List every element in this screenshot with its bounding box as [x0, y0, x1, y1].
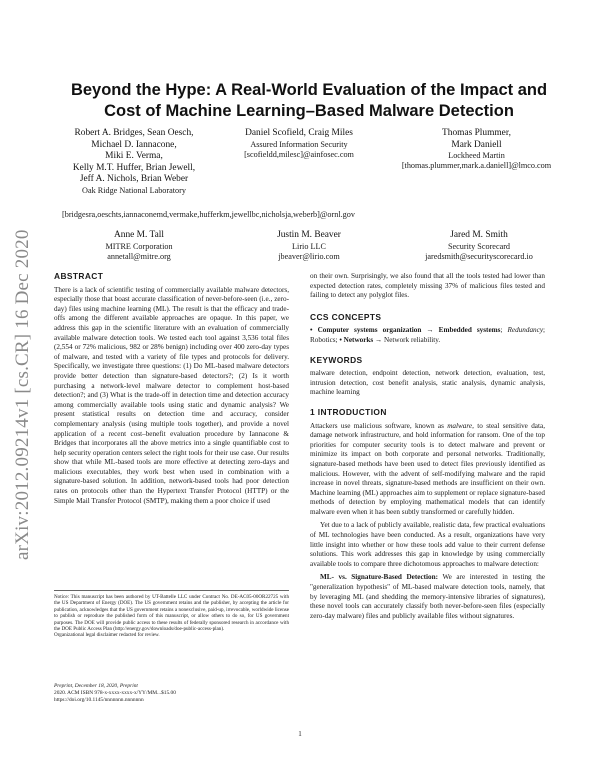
intro-paragraph-3: [310, 573, 545, 621]
affiliation-email: jaredsmith@securityscorecard.io: [425, 251, 533, 261]
intro-text: We are interested in testing the "generalization hypothesis" of ML-based malware detection tools, namely, that by leveraging ML (and shedding the memory-intensive libraries of signatures), these novel tools can accurately classify both never-before-seen files (especially zero-day malware) files and publicly available files without signatures.: [310, 573, 545, 620]
introduction-heading: 1 INTRODUCTION: [310, 406, 387, 417]
affiliation-org: MITRE Corporation: [105, 241, 173, 251]
copyright-notice: [54, 590, 289, 639]
affiliation-org: Lirio LLC: [292, 241, 326, 251]
title-line-1: Beyond the Hype: A Real-World Evaluation of the Impact and: [70, 81, 548, 99]
page-number: 1: [298, 730, 302, 738]
author-block-scorecard: [394, 230, 564, 262]
author-names: Jeff A. Nichols, Brian Weber: [79, 174, 189, 184]
affiliation-org: Lockheed Martin: [448, 151, 505, 160]
author-names: Kelly M.T. Huffer, Brian Jewell,: [72, 162, 196, 173]
ccs-target-1: Embedded systems: [438, 326, 501, 335]
keywords-text: malware detection, endpoint detection, network detection, evaluation, test, intrusion detection, cost benefit analysis, static analysis, dynamic analysis, machine learning: [310, 369, 545, 397]
affiliation-email: annetall@mitre.org: [107, 251, 171, 261]
intro-term-malware: malware: [447, 421, 473, 430]
left-column: [54, 272, 289, 510]
abstract-continuation: on their own. Surprisingly, we also found that all the tools tested had lower than expected detection rates, completely missing 37% of malicious files tested and failing to detect any polyglot files.: [310, 272, 545, 300]
author-block-mitre: [54, 230, 224, 262]
ccs-redundancy: Redundancy: [507, 326, 544, 335]
footer-venue: Preprint, December 18, 2020, Preprint: [54, 683, 138, 689]
affiliation-email: jbeaver@lirio.com: [278, 251, 340, 261]
author-block-lirio: [224, 230, 394, 262]
author-names: Mark Daniell: [451, 139, 502, 150]
affiliation-org: Security Scorecard: [447, 241, 511, 251]
abstract-text: There is a lack of scientific testing of commercially available malware detectors, especially those that boast accurate classification of never-before-seen (i.e., zero-day) files using machine learning (ML). The result is that the efficacy and trade-offs among the different available approaches are opaque. In this paper, we address this gap in the scientific literature with an evaluation of commercially available malware detection tools. We tested each tool against 3,536 total files (2,554 or 72% malicious, 982 or 28% benign) including over 400 zero-day types of malware, and tested with a variety of file types and protocols for delivery. Specifically, we investigate three questions: (1) Do ML-based malware detectors provide better detection than signature-based detectors?; (2) Is it worth purchasing a network-level malware detector to complement host-based detection?; and (3) What is the trade-off in detection time and detection accuracy among commercially available tools using static and dynamic analysis? We present statistical results on detection time and accuracy, consider complementary analysis (using multiple tools together), and provide a novel application of a recent cost–benefit evaluation procedure by Iannacone & Bridges that incorporates all the above metrics into a single quantifiable cost to help security operation centers select the right tools for their use case. Our results show that while ML-based tools are more effective at detecting zero-days and malicious executables, they work best when used in combination with a signature-based solution. In addition, network-based tools had poor detection rates on protocols other than the Hypertext Transfer Protocol (HTTP) or the Simple Mail Transfer Protocol (SMTP), making them a poor choice if used: [54, 285, 289, 505]
intro-subheading: ML- vs. Signature-Based Detection:: [320, 573, 439, 582]
intro-text: Attackers use malicious software, known as: [310, 421, 448, 430]
author-names: Michael D. Iannacone,: [91, 139, 177, 150]
ccs-heading: CCS CONCEPTS: [310, 311, 382, 322]
abstract-heading: ABSTRACT: [54, 271, 104, 281]
footer-copyright: 2020. ACM ISBN 978-x-xxxx-xxxx-x/YY/MM...$15.00: [54, 689, 176, 696]
affiliation-email: [scofieldd,milesc]@ainfosec.com: [244, 149, 354, 159]
author-block-lockheed: [389, 128, 564, 171]
ccs-bullet-1: • Computer systems organization: [310, 326, 422, 335]
publication-footer: [54, 683, 289, 703]
author-name: Anne M. Tall: [114, 230, 164, 240]
ccs-concepts: [310, 326, 545, 345]
intro-text: , to steal sensitive data, damage network infrastructure, and hold information for ransom. One of the top priorities for computer security tools is to detect malware and prevent or minimize its impact on both corporate and personal networks. Traditionally, signature-based methods have been used to detect files previously identified as malicious. However, with the advent of self-modifying malware and the rapid increase in novel threats, signature-based methods are insufficient on their own. Machine learning (ML) approaches aim to supplement or replace signature-based methods of detection by employing mathematical models that can identify malware even when it has been subtly transformed or carefully hidden.: [310, 421, 545, 516]
ccs-bullet-2: • Networks: [339, 335, 374, 344]
affiliation-email-ornl: [bridgesra,oeschts,iannaconemd,vermake,hufferkm,jewellbc,nicholsja,weberb]@ornl.gov: [62, 210, 355, 219]
right-column: [310, 272, 545, 625]
intro-paragraph-1: [310, 422, 545, 518]
keywords-heading: KEYWORDS: [310, 354, 363, 365]
affiliation-org: Oak Ridge National Laboratory: [82, 185, 186, 195]
author-names: Miki E. Verma,: [105, 151, 163, 161]
ccs-robotics: ; Robotics;: [310, 326, 546, 344]
footer-doi: https://doi.org/10.1145/nnnnnnn.nnnnnnn: [54, 696, 144, 703]
ccs-arrow: →: [421, 326, 439, 335]
arxiv-stamp: arXiv:2012.09214v1 [cs.CR] 16 Dec 2020: [12, 229, 33, 560]
author-block-ornl: [54, 128, 214, 196]
ccs-arrow: →: [373, 335, 384, 344]
affiliation-org: Assured Information Security: [250, 139, 348, 149]
notice-disclaimer: Organizational legal disclaimer redacted for review.: [54, 632, 160, 639]
author-block-ais: [214, 128, 384, 160]
affiliation-email: [thomas.plummer,mark.a.daniell]@lmco.com: [401, 161, 552, 170]
paper-title: [54, 80, 564, 122]
ccs-target-2: Network reliability.: [384, 335, 441, 344]
ccs-sep: ;: [500, 326, 508, 335]
author-name: Jared M. Smith: [450, 230, 508, 240]
author-names: Daniel Scofield, Craig Miles: [245, 128, 353, 138]
intro-paragraph-2: Yet due to a lack of publicly available, realistic data, few practical evaluations of ML technologies have been conducted. As a result, organizations have very little insight into whether or how these tools add value to their current defense solutions. This work addresses this gap in knowledge by using commercially available tools to compare three dichotomous approaches to malware detection:: [310, 521, 545, 568]
notice-text: Notice: This manuscript has been authored by UT-Battelle LLC under Contract No. DE-AC05-00OR22725 with the US Department of Energy (DOE). The US government retains and the publisher, by accepting the article for publication, acknowledges that the US government retains a nonexclusive, paid-up, irrevocable, worldwide license to publish or reproduce the published form of this manuscript, or allow others to do so, for US government purposes. The DOE will provide public access to these results of federally sponsored research in accordance with the DOE Public Access Plan (http://energy.gov/downloads/doe-public-access-plan).: [54, 594, 289, 633]
title-line-2: Cost of Machine Learning–Based Malware Detection: [104, 102, 514, 120]
author-names: Robert A. Bridges, Sean Oesch,: [74, 128, 194, 138]
author-name: Justin M. Beaver: [277, 230, 341, 240]
author-names: Thomas Plummer,: [442, 128, 511, 138]
